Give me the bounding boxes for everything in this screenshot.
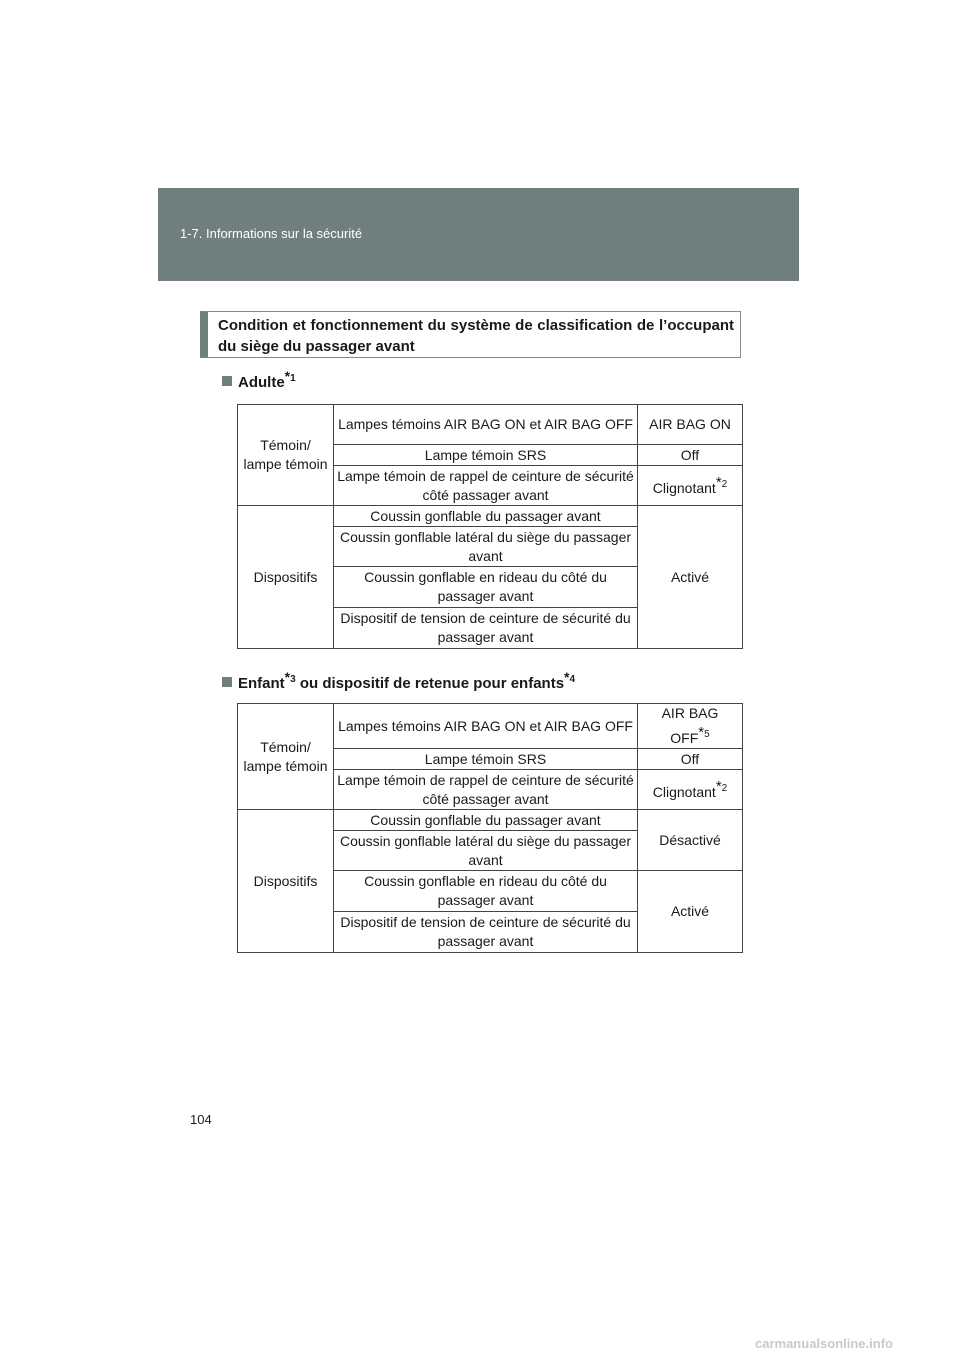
adult-heading-note: *1 — [284, 368, 296, 384]
table-cell-value: Off — [638, 749, 743, 770]
child-devices-group-label: Dispositifs — [238, 810, 334, 953]
table-cell-item: Lampe témoin de rappel de ceinture de sécurité côté passager avant — [334, 770, 638, 810]
square-bullet-icon — [222, 677, 232, 687]
child-heading-note-2: *4 — [564, 669, 576, 685]
table-cell-item: Coussin gonflable du passager avant — [334, 506, 638, 527]
table-cell-value: Clignotant$^{*2}$ — [638, 466, 743, 506]
table-cell-item: Dispositif de tension de ceinture de sécurité du passager avant — [334, 608, 638, 649]
child-other-devices-status: Activé — [638, 871, 743, 953]
table-cell-item: Lampes témoins AIR BAG ON et AIR BAG OFF — [334, 405, 638, 445]
table-cell-item: Coussin gonflable en rideau du côté du passager avant — [334, 567, 638, 608]
table-cell-item: Coussin gonflable en rideau du côté du passager avant — [334, 871, 638, 912]
adult-devices-status: Activé — [638, 506, 743, 649]
watermark: carmanualsonline.info — [755, 1336, 893, 1351]
child-indicators-group-label: Témoin/ lampe témoin — [238, 704, 334, 810]
section-path: 1-7. Informations sur la sécurité — [180, 226, 363, 241]
chapter-header-band — [158, 188, 799, 281]
table-cell-value: AIR BAG ON — [638, 405, 743, 445]
table-cell-item: Lampe témoin de rappel de ceinture de sécurité côté passager avant — [334, 466, 638, 506]
adult-status-table — [237, 404, 743, 649]
table-cell-item: Lampe témoin SRS — [334, 445, 638, 466]
child-heading-note-1: *3 — [284, 669, 296, 685]
table-cell-item: Lampes témoins AIR BAG ON et AIR BAG OFF — [334, 704, 638, 749]
footnote-marker: *2 — [715, 778, 728, 795]
table-cell-value: Clignotant$^{*2}$ — [638, 770, 743, 810]
square-bullet-icon — [222, 376, 232, 386]
table-cell-item: Lampe témoin SRS — [334, 749, 638, 770]
child-airbags-status: Désactivé — [638, 810, 743, 871]
adult-indicators-group-label: Témoin/ lampe témoin — [238, 405, 334, 506]
table-cell-item: Dispositif de tension de ceinture de sécurité du passager avant — [334, 912, 638, 953]
footnote-marker: *5 — [698, 724, 710, 741]
table-cell-value: Off — [638, 445, 743, 466]
table-cell-item: Coussin gonflable latéral du siège du passager avant — [334, 527, 638, 567]
table-cell-item: Coussin gonflable du passager avant — [334, 810, 638, 831]
page-number: 104 — [190, 1112, 212, 1127]
table-cell-item: Coussin gonflable latéral du siège du passager avant — [334, 831, 638, 871]
adult-devices-group-label: Dispositifs — [238, 506, 334, 649]
section-title-box: Condition et fonctionnement du système de classification de l’occupant du siège du passager avant — [200, 311, 741, 358]
adult-heading — [222, 368, 296, 391]
footnote-marker: *2 — [715, 474, 728, 491]
table-cell-value: AIR BAG OFF$^{*5}$ — [638, 704, 743, 749]
child-status-table — [237, 703, 743, 953]
child-heading: Enfant$^{*3}$ ou dispositif de retenue pour enfants$^{*4}$ — [222, 669, 575, 692]
adult-heading-text: Adulte — [238, 374, 285, 391]
